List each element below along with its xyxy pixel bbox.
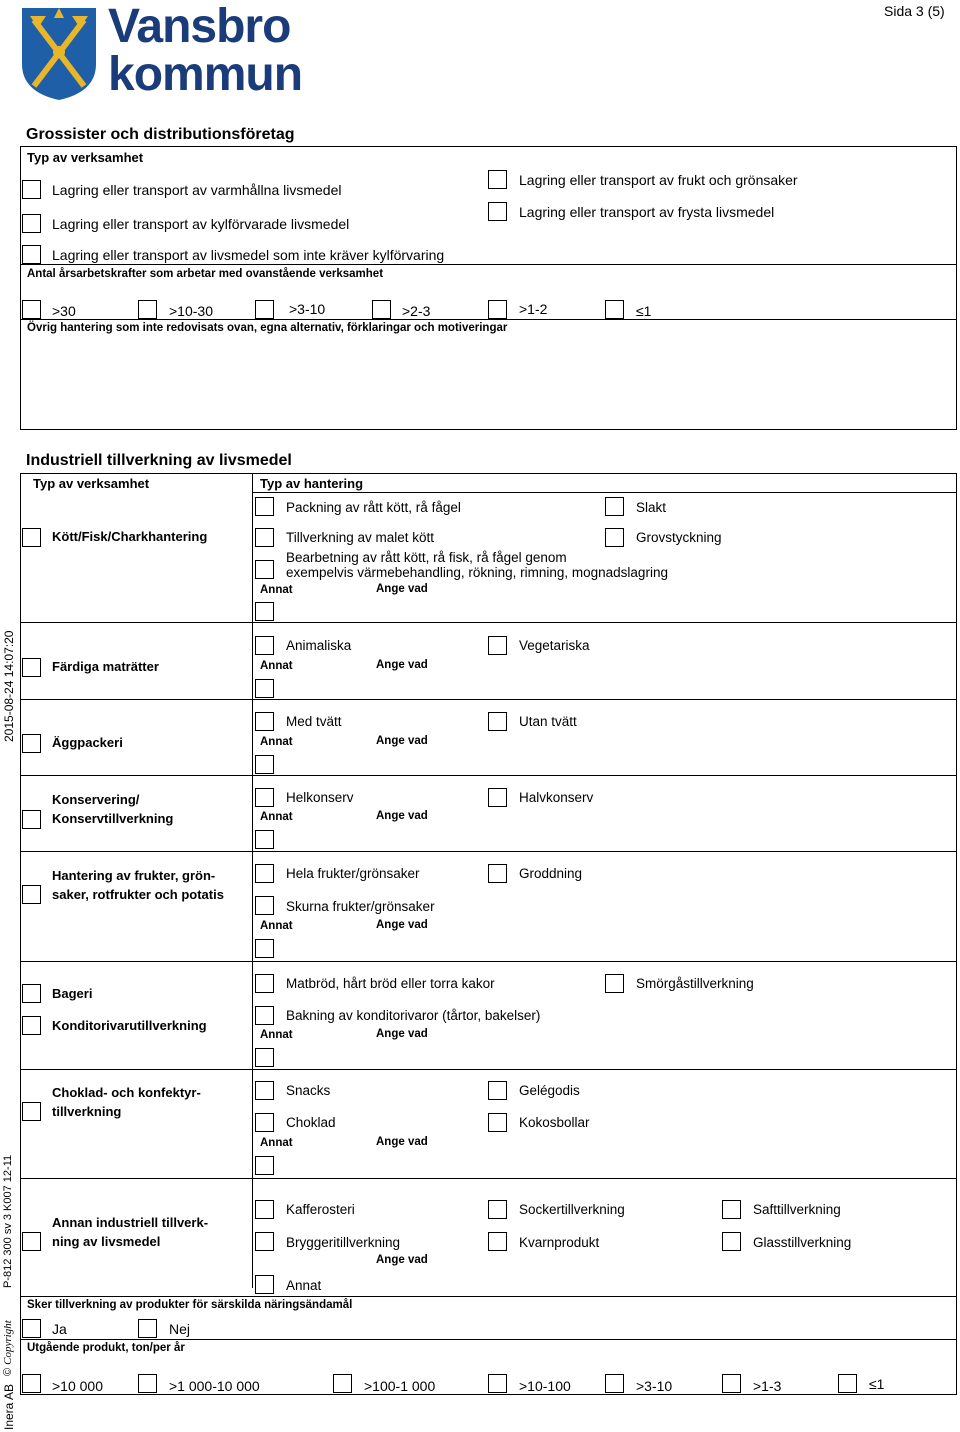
label-malet: Tillverkning av malet kött <box>286 530 435 545</box>
label-bakning: Bakning av konditorivaror (tårtor, bakelser) <box>286 1008 541 1023</box>
checkbox-output-3[interactable] <box>333 1374 352 1393</box>
col-header-type: Typ av verksamhet <box>33 476 150 491</box>
staff-option-3: >3-10 <box>289 301 326 317</box>
annat-label: Annat <box>260 811 293 823</box>
label-gelegodis: Gelégodis <box>519 1083 580 1098</box>
label-hela-frukter: Hela frukter/grönsaker <box>286 866 420 881</box>
label-kyl: Lagring eller transport av kylförvarade livsmedel <box>52 216 350 232</box>
checkbox-kafferosteri[interactable] <box>255 1200 274 1219</box>
checkbox-choklad[interactable] <box>255 1113 274 1132</box>
staff-option-5: >1-2 <box>519 301 548 317</box>
label-slakt: Slakt <box>636 500 667 515</box>
checkbox-fardiga[interactable] <box>22 658 41 677</box>
checkbox-frukt-annat[interactable] <box>255 939 274 958</box>
checkbox-ja[interactable] <box>22 1319 41 1338</box>
label-kokosbollar: Kokosbollar <box>519 1115 590 1130</box>
checkbox-vegetariska[interactable] <box>488 636 507 655</box>
divider <box>252 492 957 493</box>
label-bryggeri: Bryggeritillverkning <box>286 1235 401 1250</box>
checkbox-nej[interactable] <box>138 1319 157 1338</box>
output-option-1: >10 000 <box>52 1378 103 1394</box>
label-glasstillverkning: Glasstillverkning <box>753 1235 852 1250</box>
checkbox-kokosbollar[interactable] <box>488 1113 507 1132</box>
logo-line1: Vansbro <box>108 0 291 53</box>
checkbox-frukt-gronsaker[interactable] <box>488 170 507 189</box>
checkbox-output-4[interactable] <box>488 1374 507 1393</box>
checkbox-choklad-annat[interactable] <box>255 1156 274 1175</box>
grossister-type-label: Typ av verksamhet <box>27 150 144 165</box>
checkbox-safttillverkning[interactable] <box>722 1200 741 1219</box>
copyright-symbol: © <box>2 1367 14 1376</box>
label-animaliska: Animaliska <box>286 638 352 653</box>
label-frukt-1: Hantering av frukter, grön- <box>52 868 216 883</box>
label-annan-2: ning av livsmedel <box>52 1234 161 1249</box>
municipality-logo <box>20 0 320 102</box>
divider <box>20 622 957 623</box>
label-sockertillverkning: Sockertillverkning <box>519 1202 625 1217</box>
label-helkonserv: Helkonserv <box>286 790 354 805</box>
label-bageri: Bageri <box>52 986 93 1001</box>
label-utan-tvatt: Utan tvätt <box>519 714 577 729</box>
label-varm: Lagring eller transport av varmhållna livsmedel <box>52 182 342 198</box>
label-ej-kyl: Lagring eller transport av livsmedel som inte kräver kylförvaring <box>52 247 445 263</box>
output-option-2: >1 000-10 000 <box>169 1378 260 1394</box>
label-konserv-2: Konservtillverkning <box>52 811 174 826</box>
label-safttillverkning: Safttillverkning <box>753 1202 841 1217</box>
ange-vad-label: Ange vad <box>376 1136 428 1148</box>
checkbox-varm[interactable] <box>22 180 41 199</box>
checkbox-konserv[interactable] <box>22 810 41 829</box>
divider <box>20 851 957 852</box>
output-option-5: >3-10 <box>636 1378 673 1394</box>
checkbox-output-2[interactable] <box>138 1374 157 1393</box>
checkbox-bageri[interactable] <box>22 984 41 1003</box>
checkbox-hela-frukter[interactable] <box>255 864 274 883</box>
divider <box>20 319 957 320</box>
copyright-word: Copyright <box>2 1320 14 1365</box>
ange-vad-label: Ange vad <box>376 659 428 671</box>
divider <box>20 699 957 700</box>
ange-vad-label: Ange vad <box>376 1254 428 1266</box>
ange-vad-label: Ange vad <box>376 810 428 822</box>
annat-label: Annat <box>260 584 293 596</box>
checkbox-packning[interactable] <box>255 497 274 516</box>
checkbox-staff-6[interactable] <box>605 300 624 319</box>
other-handling-textarea[interactable] <box>22 338 954 428</box>
checkbox-groddning[interactable] <box>488 864 507 883</box>
label-kafferosteri: Kafferosteri <box>286 1202 355 1217</box>
checkbox-gelegodis[interactable] <box>488 1081 507 1100</box>
annat-label: Annat <box>260 920 293 932</box>
checkbox-kyl[interactable] <box>22 214 41 233</box>
label-ja: Ja <box>52 1321 67 1337</box>
label-agg: Äggpackeri <box>52 735 123 750</box>
checkbox-skurna-frukter[interactable] <box>255 896 274 915</box>
checkbox-utan-tvatt[interactable] <box>488 712 507 731</box>
ange-vad-label: Ange vad <box>376 735 428 747</box>
col-header-handling: Typ av hantering <box>260 476 364 491</box>
ange-vad-label: Ange vad <box>376 583 428 595</box>
checkbox-malet[interactable] <box>255 528 274 547</box>
label-skurna-frukter: Skurna frukter/grönsaker <box>286 899 435 914</box>
side-company: Inera AB <box>2 1383 16 1430</box>
checkbox-agg[interactable] <box>22 734 41 753</box>
checkbox-smorgas[interactable] <box>605 974 624 993</box>
ange-vad-label: Ange vad <box>376 1028 428 1040</box>
checkbox-kott-annat[interactable] <box>255 602 274 621</box>
staff-option-2: >10-30 <box>169 303 213 319</box>
logo-line2: kommun <box>108 48 303 101</box>
coat-of-arms-icon <box>20 6 98 102</box>
label-fryst: Lagring eller transport av frysta livsmedel <box>519 204 775 220</box>
checkbox-bakning[interactable] <box>255 1006 274 1025</box>
label-halvkonserv: Halvkonserv <box>519 790 594 805</box>
label-annan-annat: Annat <box>286 1278 322 1293</box>
label-fardiga: Färdiga maträtter <box>52 659 159 674</box>
staff-option-4: >2-3 <box>402 303 431 319</box>
checkbox-staff-1[interactable] <box>22 300 41 319</box>
section-title-industri: Industriell tillverkning av livsmedel <box>26 452 292 469</box>
label-konditori: Konditorivarutillverkning <box>52 1018 207 1033</box>
checkbox-agg-annat[interactable] <box>255 755 274 774</box>
checkbox-slakt[interactable] <box>605 497 624 516</box>
label-kvarnprodukt: Kvarnprodukt <box>519 1235 600 1250</box>
checkbox-kvarnprodukt[interactable] <box>488 1232 507 1251</box>
checkbox-animaliska[interactable] <box>255 636 274 655</box>
output-option-7: ≤1 <box>869 1376 885 1392</box>
checkbox-grovstyckning[interactable] <box>605 528 624 547</box>
page-number: Sida 3 (5) <box>884 3 945 19</box>
label-packning: Packning av rått kött, rå fågel <box>286 500 461 515</box>
checkbox-konditori[interactable] <box>22 1016 41 1035</box>
annat-label: Annat <box>260 1029 293 1041</box>
side-form-code: P-812 300 sv 3 K007 12-11 <box>2 1154 14 1288</box>
output-option-3: >100-1 000 <box>364 1378 436 1394</box>
checkbox-annan-annat[interactable] <box>255 1275 274 1294</box>
checkbox-konserv-annat[interactable] <box>255 830 274 849</box>
divider <box>20 961 957 962</box>
checkbox-choklad-konfektyr[interactable] <box>22 1102 41 1121</box>
label-choklad-2: tillverkning <box>52 1104 122 1119</box>
divider <box>20 1069 957 1070</box>
ange-vad-label: Ange vad <box>376 919 428 931</box>
section-title-grossister: Grossister och distributionsföretag <box>26 126 295 143</box>
column-divider <box>252 473 253 1288</box>
checkbox-bearbetning[interactable] <box>255 560 274 579</box>
side-copyright <box>2 1320 14 1376</box>
checkbox-bryggeri[interactable] <box>255 1232 274 1251</box>
label-snacks: Snacks <box>286 1083 331 1098</box>
checkbox-output-5[interactable] <box>605 1374 624 1393</box>
side-date: 2015-08-24 14:07:20 <box>2 630 16 742</box>
divider <box>20 1296 957 1297</box>
checkbox-ej-kyl[interactable] <box>22 245 41 264</box>
divider <box>20 775 957 776</box>
checkbox-annan-industri[interactable] <box>22 1232 41 1251</box>
label-groddning: Groddning <box>519 866 583 881</box>
annat-label: Annat <box>260 1137 293 1149</box>
staff-label: Antal årsarbetskrafter som arbetar med ovanstående verksamhet <box>27 268 384 280</box>
label-med-tvatt: Med tvätt <box>286 714 342 729</box>
divider <box>20 1178 957 1179</box>
checkbox-kott[interactable] <box>22 528 41 547</box>
divider <box>20 264 957 265</box>
checkbox-matbrod[interactable] <box>255 974 274 993</box>
label-nej: Nej <box>169 1321 191 1337</box>
output-option-6: >1-3 <box>753 1378 782 1394</box>
annat-label: Annat <box>260 736 293 748</box>
checkbox-staff-2[interactable] <box>138 300 157 319</box>
checkbox-fardiga-annat[interactable] <box>255 679 274 698</box>
other-handling-label: Övrig hantering som inte redovisats ovan, egna alternativ, förklaringar och motiveringar <box>27 322 508 334</box>
industri-box <box>20 473 957 1395</box>
special-label: Sker tillverkning av produkter för särskilda näringsändamål <box>27 1299 353 1311</box>
annat-label: Annat <box>260 660 293 672</box>
label-smorgas: Smörgåstillverkning <box>636 976 754 991</box>
output-option-4: >10-100 <box>519 1378 571 1394</box>
divider <box>20 1339 957 1340</box>
checkbox-med-tvatt[interactable] <box>255 712 274 731</box>
label-bearbetning-1: Bearbetning av rått kött, rå fisk, rå fågel genom <box>286 550 567 565</box>
label-grovstyckning: Grovstyckning <box>636 530 722 545</box>
checkbox-output-6[interactable] <box>722 1374 741 1393</box>
checkbox-sockertillverkning[interactable] <box>488 1200 507 1219</box>
label-choklad: Choklad <box>286 1115 336 1130</box>
label-matbrod: Matbröd, hårt bröd eller torra kakor <box>286 976 495 991</box>
checkbox-staff-3[interactable] <box>255 300 274 319</box>
checkbox-halvkonserv[interactable] <box>488 788 507 807</box>
label-bearbetning-2: exempelvis värmebehandling, rökning, rimning, mognadslagring <box>286 565 668 580</box>
staff-option-1: >30 <box>52 303 76 319</box>
checkbox-output-7[interactable] <box>838 1374 857 1393</box>
output-label: Utgående produkt, ton/per år <box>27 1342 185 1354</box>
staff-option-6: ≤1 <box>636 303 652 319</box>
checkbox-frukt[interactable] <box>22 885 41 904</box>
label-konserv-1: Konservering/ <box>52 792 140 807</box>
checkbox-bageri-annat[interactable] <box>255 1048 274 1067</box>
checkbox-staff-5[interactable] <box>488 300 507 319</box>
checkbox-snacks[interactable] <box>255 1081 274 1100</box>
checkbox-output-1[interactable] <box>22 1374 41 1393</box>
label-choklad-1: Choklad- och konfektyr- <box>52 1085 201 1100</box>
label-kott: Kött/Fisk/Charkhantering <box>52 529 208 544</box>
checkbox-helkonserv[interactable] <box>255 788 274 807</box>
checkbox-glasstillverkning[interactable] <box>722 1232 741 1251</box>
label-frukt-2: saker, rotfrukter och potatis <box>52 887 224 902</box>
label-vegetariska: Vegetariska <box>519 638 590 653</box>
checkbox-fryst[interactable] <box>488 202 507 221</box>
label-frukt-gronsaker: Lagring eller transport av frukt och grönsaker <box>519 172 798 188</box>
checkbox-staff-4[interactable] <box>372 300 391 319</box>
label-annan-1: Annan industriell tillverk- <box>52 1215 209 1230</box>
